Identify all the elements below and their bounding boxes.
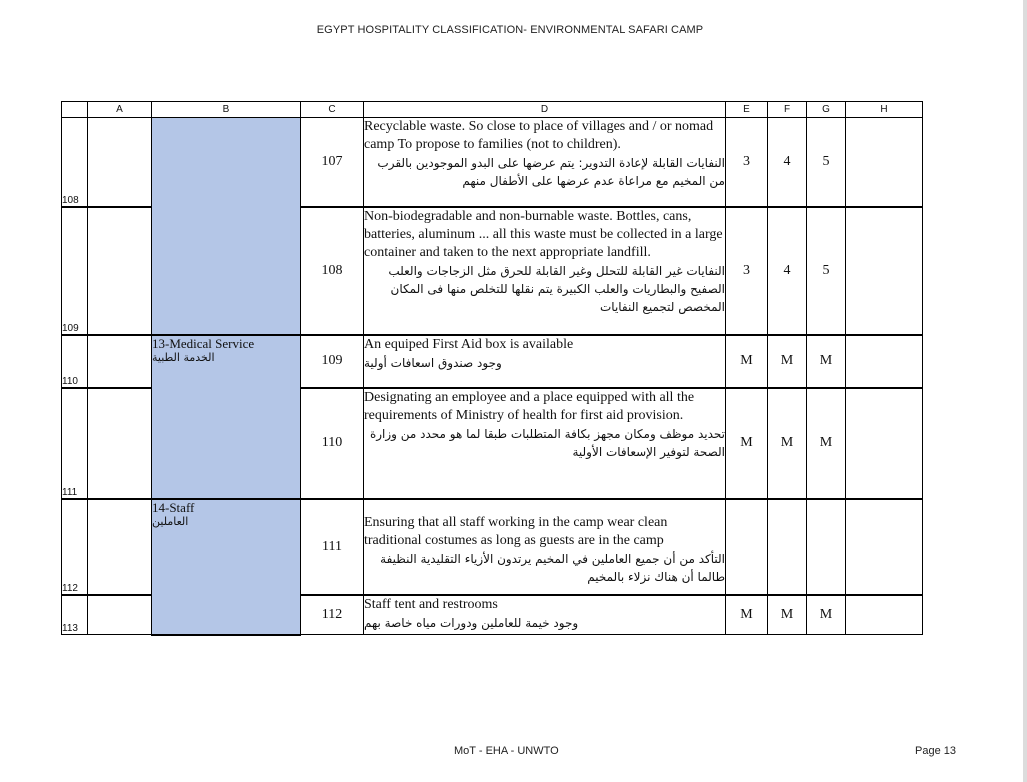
item-code[interactable]: 107 bbox=[301, 118, 364, 207]
score-g[interactable]: 5 bbox=[807, 207, 846, 335]
column-header-a[interactable]: A bbox=[88, 102, 152, 118]
cell-h[interactable] bbox=[846, 335, 923, 388]
score-g[interactable] bbox=[807, 499, 846, 595]
section-cell[interactable] bbox=[152, 118, 301, 335]
criterion-arabic: النفايات القابلة لإعادة التدوير: يتم عرضها على البدو الموجودين بالقرب من المخيم مع مراعاة عدم عرضها على الأطفال منهم bbox=[377, 156, 725, 188]
row-number[interactable]: 112 bbox=[62, 499, 88, 595]
section-title-arabic: العاملين bbox=[152, 514, 189, 528]
row-number[interactable]: 110 bbox=[62, 335, 88, 388]
score-f[interactable]: 4 bbox=[768, 207, 807, 335]
cell-a[interactable] bbox=[88, 388, 152, 499]
criterion-cell[interactable] bbox=[364, 388, 726, 499]
row-number[interactable]: 108 bbox=[62, 118, 88, 207]
column-header-d[interactable]: D bbox=[364, 102, 726, 118]
criterion-english: Recyclable waste. So close to place of villages and / or nomad camp To propose to families (not to children). bbox=[364, 119, 714, 152]
table-row bbox=[62, 118, 923, 207]
score-e[interactable]: M bbox=[726, 388, 768, 499]
table-row bbox=[62, 335, 923, 388]
item-code[interactable]: 109 bbox=[301, 335, 364, 388]
column-header-row bbox=[62, 102, 923, 118]
criterion-english: Designating an employee and a place equipped with all the requirements of Ministry of health for first aid provision. bbox=[364, 389, 695, 423]
cell-a[interactable] bbox=[88, 118, 152, 207]
item-code[interactable]: 112 bbox=[301, 595, 364, 635]
criterion-english: Non-biodegradable and non-burnable waste. Bottles, cans, batteries, aluminum ... all this waste must be collected in a large container and taken to the next appropriate landfill. bbox=[364, 208, 723, 260]
score-f[interactable] bbox=[768, 499, 807, 595]
cell-h[interactable] bbox=[846, 595, 923, 635]
criterion-arabic: التأكد من أن جميع العاملين في المخيم يرتدون الأزياء التقليدية النظيفة طالما أن هناك نزلاء بالمخيم bbox=[380, 551, 725, 584]
criterion-cell[interactable] bbox=[364, 335, 726, 388]
cell-a[interactable] bbox=[88, 499, 152, 595]
page-edge bbox=[1023, 0, 1027, 782]
score-f[interactable]: M bbox=[768, 335, 807, 388]
classification-table bbox=[61, 101, 923, 636]
criterion-cell[interactable] bbox=[364, 118, 726, 207]
column-header-h[interactable]: H bbox=[846, 102, 923, 118]
section-title-arabic: الخدمة الطبية bbox=[152, 350, 215, 364]
cell-a[interactable] bbox=[88, 335, 152, 388]
item-code[interactable]: 108 bbox=[301, 207, 364, 335]
criterion-english: Staff tent and restrooms bbox=[364, 596, 498, 612]
column-header-c[interactable]: C bbox=[301, 102, 364, 118]
cell-h[interactable] bbox=[846, 388, 923, 499]
item-code[interactable]: 110 bbox=[301, 388, 364, 499]
score-f[interactable]: M bbox=[768, 388, 807, 499]
score-e[interactable] bbox=[726, 499, 768, 595]
score-f[interactable]: 4 bbox=[768, 118, 807, 207]
page-number: Page 13 bbox=[915, 745, 956, 757]
item-code[interactable]: 111 bbox=[301, 499, 364, 595]
footer-organizations: MoT - EHA - UNWTO bbox=[454, 745, 559, 757]
score-e[interactable]: 3 bbox=[726, 207, 768, 335]
row-number[interactable]: 109 bbox=[62, 207, 88, 335]
section-cell-medical[interactable] bbox=[152, 335, 301, 499]
criterion-cell[interactable] bbox=[364, 499, 726, 595]
score-e[interactable]: M bbox=[726, 335, 768, 388]
section-cell-staff[interactable] bbox=[152, 499, 301, 635]
criterion-arabic: وجود خيمة للعاملين ودورات مياه خاصة بهم bbox=[364, 615, 579, 630]
column-header-e[interactable]: E bbox=[726, 102, 768, 118]
section-title-english: 13-Medical Service bbox=[152, 335, 255, 351]
score-g[interactable]: M bbox=[807, 595, 846, 635]
criterion-arabic: تحديد موظف ومكان مجهز بكافة المتطلبات طبقا لما هو محدد من وزارة الصحة لتوفير الإسعافات الأولية bbox=[369, 426, 725, 459]
row-number[interactable]: 113 bbox=[62, 595, 88, 635]
table-row bbox=[62, 499, 923, 595]
criterion-cell[interactable] bbox=[364, 207, 726, 335]
cell-h[interactable] bbox=[846, 118, 923, 207]
criterion-cell[interactable] bbox=[364, 595, 726, 635]
page-header-title: EGYPT HOSPITALITY CLASSIFICATION- ENVIRONMENTAL SAFARI CAMP bbox=[316, 24, 704, 36]
score-e[interactable]: 3 bbox=[726, 118, 768, 207]
score-g[interactable]: M bbox=[807, 335, 846, 388]
cell-h[interactable] bbox=[846, 207, 923, 335]
row-number[interactable]: 111 bbox=[62, 388, 88, 499]
score-g[interactable]: M bbox=[807, 388, 846, 499]
score-f[interactable]: M bbox=[768, 595, 807, 635]
criterion-arabic: النفايات غير القابلة للتحلل وغير القابلة للحرق مثل الزجاجات والعلب الصفيح والبطاريات والعلب الكبيرة يتم نقلها للتخلص منها فى المكان المخصص لتجميع النفايات bbox=[388, 263, 725, 314]
criterion-english: An equiped First Aid box is available bbox=[364, 336, 574, 352]
criterion-arabic: وجود صندوق اسعافات أولية bbox=[364, 355, 502, 370]
column-header-b[interactable]: B bbox=[152, 102, 301, 118]
column-header-g[interactable]: G bbox=[807, 102, 846, 118]
column-header-f[interactable]: F bbox=[768, 102, 807, 118]
corner-cell[interactable] bbox=[62, 102, 88, 118]
score-e[interactable]: M bbox=[726, 595, 768, 635]
criterion-english: Ensuring that all staff working in the camp wear clean traditional costumes as long as guests are in the camp bbox=[364, 514, 668, 548]
cell-a[interactable] bbox=[88, 595, 152, 635]
cell-h[interactable] bbox=[846, 499, 923, 595]
cell-a[interactable] bbox=[88, 207, 152, 335]
section-title-english: 14-Staff bbox=[152, 499, 195, 515]
score-g[interactable]: 5 bbox=[807, 118, 846, 207]
